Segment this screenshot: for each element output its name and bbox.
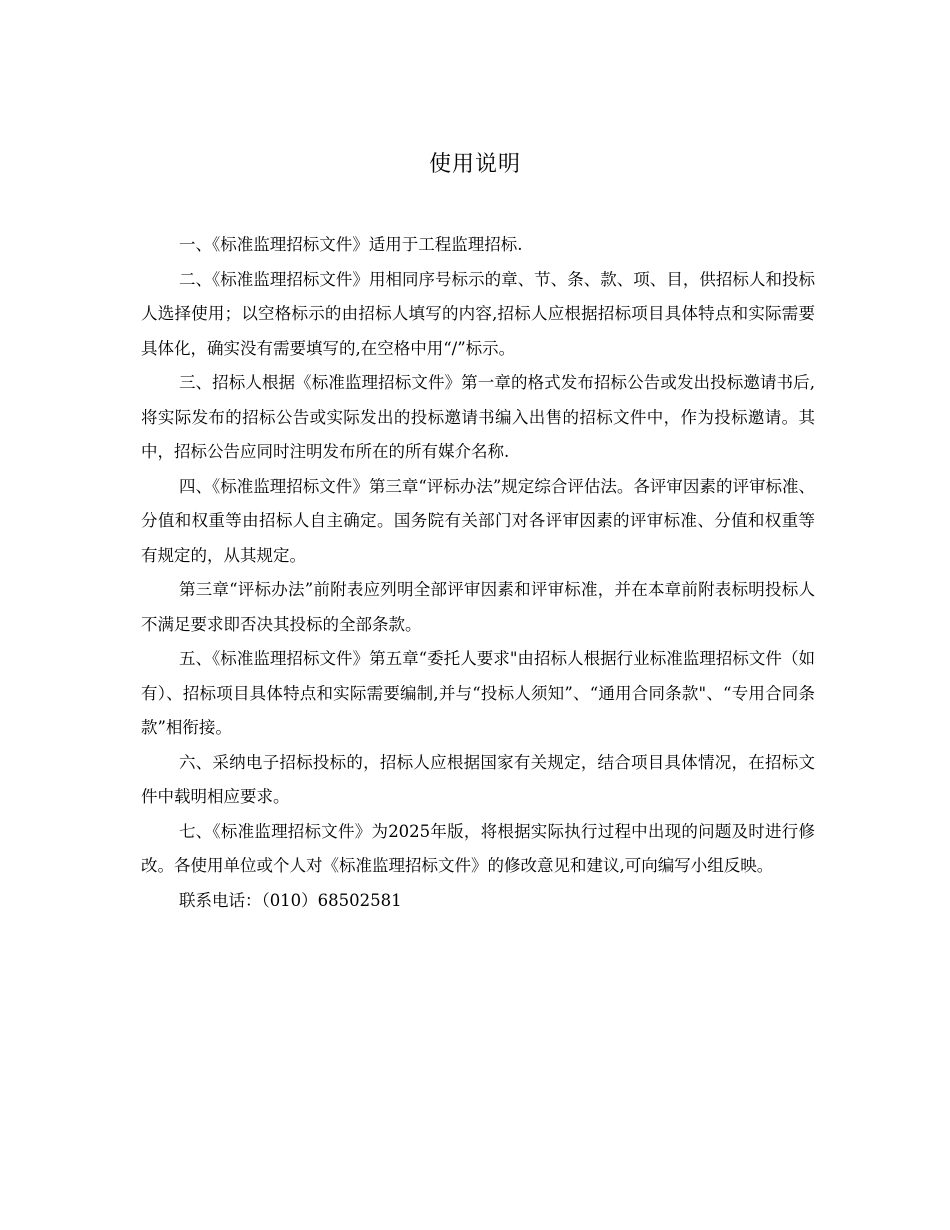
paragraph-6: 六、采纳电子招标投标的，招标人应根据国家有关规定，结合项目具体情况，在招标文件中载明相应要求。 [141, 752, 815, 806]
document-body [141, 228, 815, 918]
paragraph-7: 七、《标准监理招标文件》为2025年版，将根据实际执行过程中出现的问题及时进行修改。各使用单位或个人对《标准监理招标文件》的修改意见和建议,可向编写小组反映。 [141, 821, 815, 875]
paragraph-1: 一、《标准监理招标文件》适用于工程监理招标. [178, 235, 523, 254]
paragraph-4-note: 第三章“评标办法”前附表应列明全部评审因素和评审标准，并在本章前附表标明投标人不满足要求即否决其投标的全部条款。 [141, 580, 815, 634]
paragraph-5: 五、《标准监理招标文件》第五章“委托人要求"由招标人根据行业标准监理招标文件（如有）、招标项目具体特点和实际需要编制,并与“投标人须知”、“通用合同条款"、“专用合同条款”相衔接。 [141, 649, 815, 737]
paragraph-3: 三、招标人根据《标准监理招标文件》第一章的格式发布招标公告或发出投标邀请书后,将实际发布的招标公告或实际发出的投标邀请书编入出售的招标文件中，作为投标邀请。其中，招标公告应同时注明发布所在的所有媒介名称. [141, 373, 815, 461]
paragraph-4: 四、《标准监理招标文件》第三章“评标办法”规定综合评估法。各评审因素的评审标准、分值和权重等由招标人自主确定。国务院有关部门对各评审因素的评审标准、分值和权重等有规定的，从其规定。 [141, 476, 815, 565]
paragraph-2: 二、《标准监理招标文件》用相同序号标示的章、节、条、款、项、目，供招标人和投标人选择使用；以空格标示的由招标人填写的内容,招标人应根据招标项目具体特点和实际需要具体化，确实没有需要填写的,在空格中用“/”标示。 [141, 269, 815, 358]
page-title: 使用说明 [428, 152, 521, 177]
contact-phone: 联系电话：（010）68502581 [178, 890, 402, 910]
